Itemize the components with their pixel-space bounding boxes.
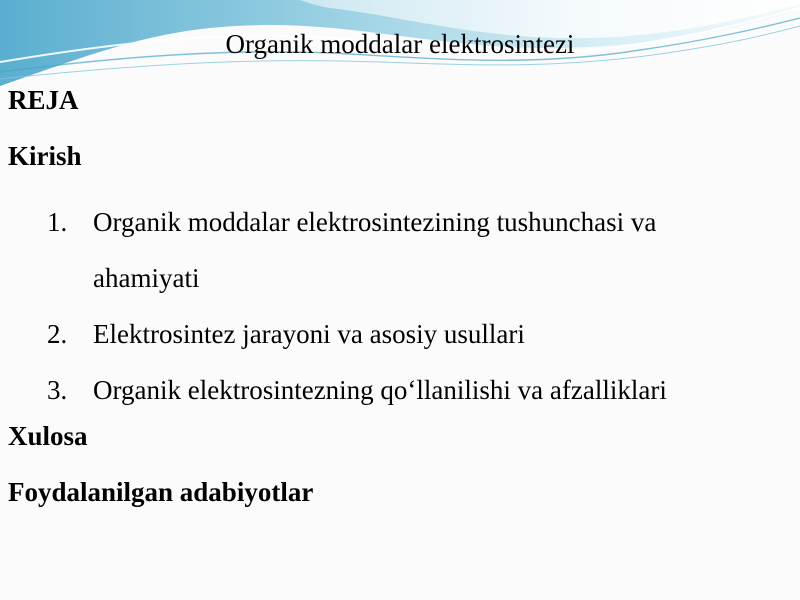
- references-heading: Foydalanilgan adabiyotlar: [8, 477, 314, 507]
- plan-item-text: Elektrosintez jarayoni va asosiy usullari: [93, 319, 525, 349]
- slide-title: Organik moddalar elektrosintezi: [225, 29, 575, 59]
- plan-item: [0, 194, 800, 306]
- plan-heading: REJA: [8, 85, 79, 115]
- plan-item-number: 3.: [47, 375, 68, 405]
- plan-item-number: 2.: [47, 319, 68, 349]
- plan-item: [0, 306, 800, 362]
- conclusion-heading: Xulosa: [8, 421, 88, 451]
- plan-item-text: Organik elektrosintezning qo‘llanilishi va afzalliklari: [93, 375, 667, 405]
- plan-item-number: 1.: [47, 207, 68, 237]
- plan-item: [0, 362, 800, 418]
- plan-item-text: Organik moddalar elektrosintezining tushunchasi va ahamiyati: [93, 207, 657, 293]
- intro-heading: Kirish: [8, 141, 82, 171]
- plan-list: [0, 194, 800, 418]
